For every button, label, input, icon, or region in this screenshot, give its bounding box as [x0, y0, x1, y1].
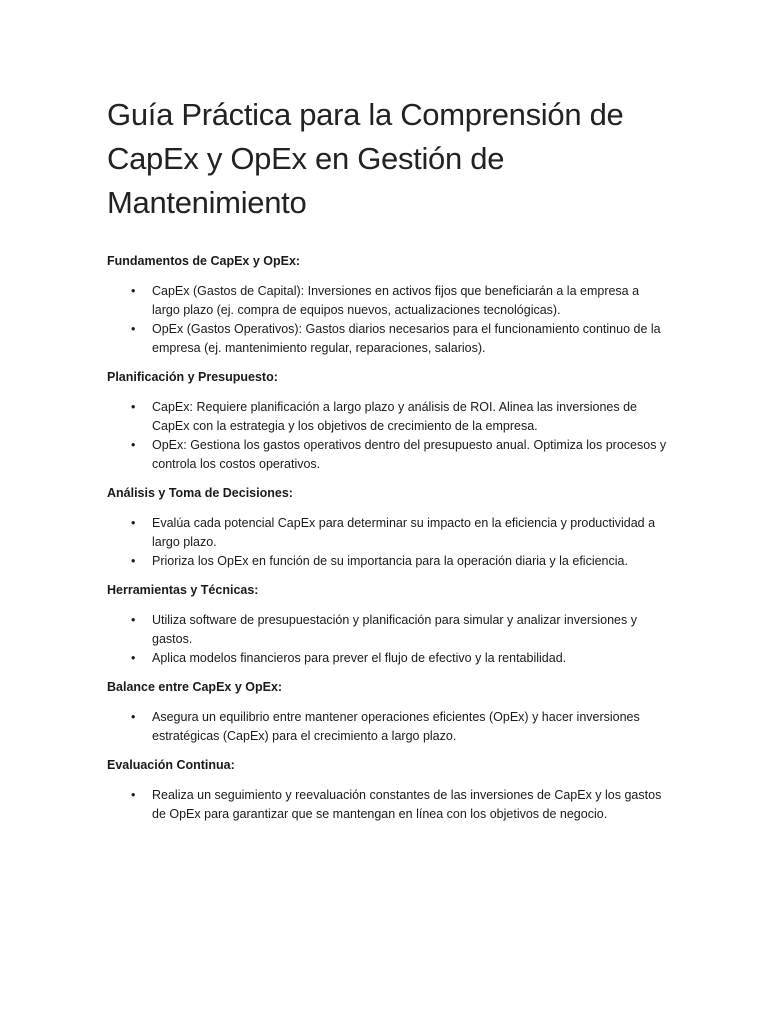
- bullet-icon: •: [131, 400, 136, 414]
- bullet-icon: •: [131, 284, 136, 298]
- bullet-icon: •: [131, 438, 136, 452]
- list-item: [107, 708, 667, 746]
- section-heading-balance: Balance entre CapEx y OpEx:: [107, 680, 283, 694]
- section-heading-herramientas: Herramientas y Técnicas:: [107, 583, 259, 597]
- list-item-text: CapEx (Gastos de Capital): Inversiones en activos fijos que beneficiarán a la empresa a largo plazo (ej. compra de equipos nuevos, actualizaciones tecnológicas).: [152, 284, 640, 317]
- list-item-text: Realiza un seguimiento y reevaluación constantes de las inversiones de CapEx y los gastos de OpEx para garantizar que se mantengan en línea con los objetivos de negocio.: [152, 788, 662, 821]
- list-item-text: Utiliza software de presupuestación y planificación para simular y analizar inversiones y gastos.: [152, 613, 637, 646]
- bullet-icon: •: [131, 788, 136, 802]
- bullet-icon: •: [131, 554, 136, 568]
- bullet-list-evaluacion: [107, 786, 667, 824]
- bullet-list-analisis: [107, 514, 667, 571]
- list-item: [107, 320, 667, 358]
- list-item: [107, 436, 667, 474]
- section-heading-planificacion: Planificación y Presupuesto:: [107, 370, 278, 384]
- list-item: [107, 552, 667, 571]
- bullet-icon: •: [131, 322, 136, 336]
- document-title: Guía Práctica para la Comprensión de CapEx y OpEx en Gestión de Mantenimiento: [107, 97, 624, 220]
- list-item-text: Aplica modelos financieros para prever el flujo de efectivo y la rentabilidad.: [152, 651, 567, 665]
- bullet-list-herramientas: [107, 611, 667, 668]
- list-item: [107, 611, 667, 649]
- bullet-list-fundamentos: [107, 282, 667, 358]
- list-item: [107, 514, 667, 552]
- bullet-icon: •: [131, 710, 136, 724]
- list-item-text: Asegura un equilibrio entre mantener operaciones eficientes (OpEx) y hacer inversiones estratégicas (CapEx) para el crecimiento a largo plazo.: [152, 710, 640, 743]
- section-heading-analisis: Análisis y Toma de Decisiones:: [107, 486, 293, 500]
- bullet-list-balance: [107, 708, 667, 746]
- list-item: [107, 649, 667, 668]
- list-item-text: Evalúa cada potencial CapEx para determinar su impacto en la eficiencia y productividad a largo plazo.: [152, 516, 656, 549]
- list-item-text: CapEx: Requiere planificación a largo plazo y análisis de ROI. Alinea las inversiones de CapEx con la estrategia y los objetivos de crecimiento de la empresa.: [152, 400, 637, 433]
- bullet-icon: •: [131, 516, 136, 530]
- list-item-text: Prioriza los OpEx en función de su importancia para la operación diaria y la eficiencia.: [152, 554, 628, 568]
- list-item: [107, 786, 667, 824]
- list-item: [107, 282, 667, 320]
- section-heading-fundamentos: Fundamentos de CapEx y OpEx:: [107, 254, 301, 268]
- list-item-text: OpEx (Gastos Operativos): Gastos diarios necesarios para el funcionamiento continuo de la empresa (ej. mantenimiento regular, reparaciones, salarios).: [152, 322, 661, 355]
- list-item-text: OpEx: Gestiona los gastos operativos dentro del presupuesto anual. Optimiza los procesos y controla los costos operativos.: [152, 438, 667, 471]
- bullet-icon: •: [131, 651, 136, 665]
- bullet-list-planificacion: [107, 398, 667, 474]
- bullet-icon: •: [131, 613, 136, 627]
- list-item: [107, 398, 667, 436]
- section-heading-evaluacion: Evaluación Continua:: [107, 758, 235, 772]
